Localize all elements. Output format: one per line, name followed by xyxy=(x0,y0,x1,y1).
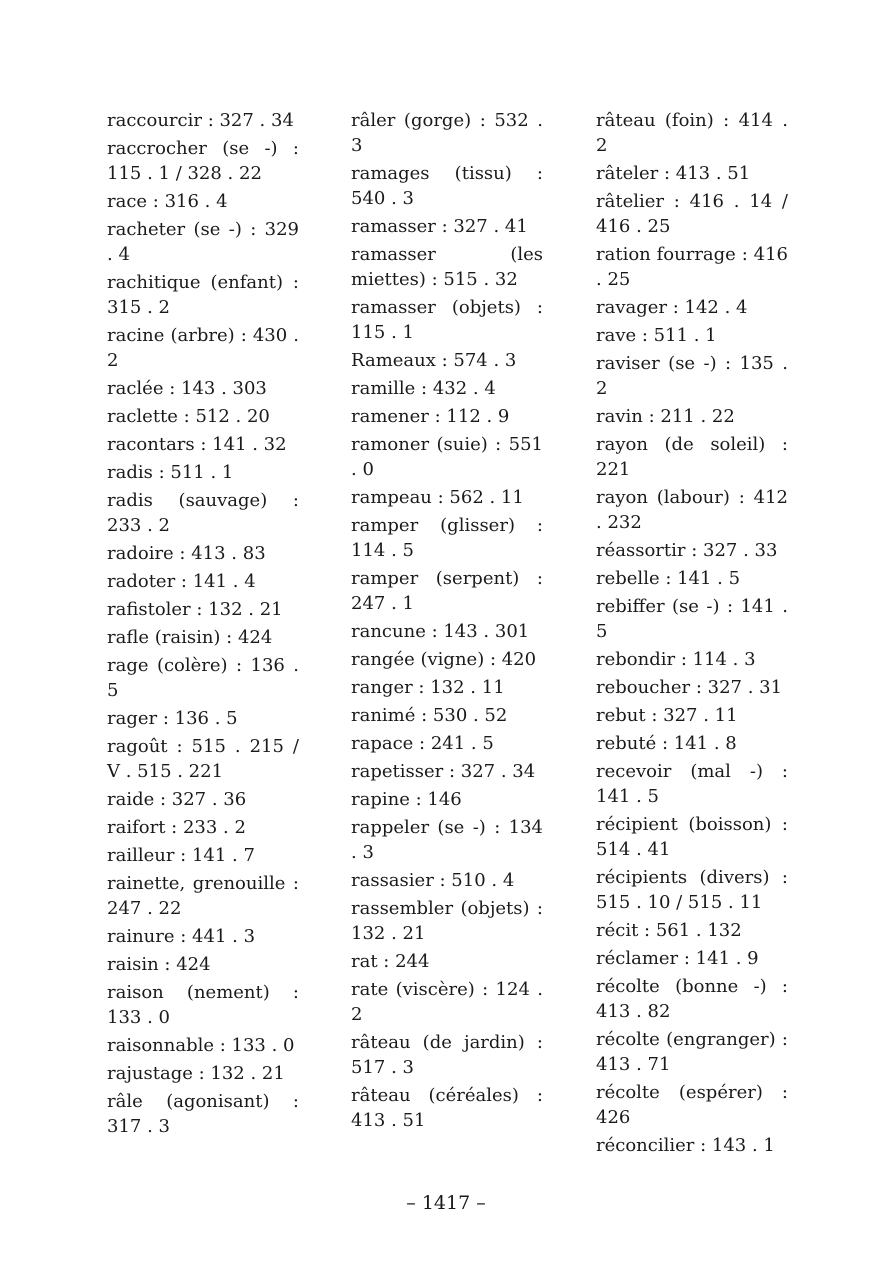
index-entry: râtelier : 416 . 14 / 416 . 25 xyxy=(596,191,788,237)
index-entry: rapace : 241 . 5 xyxy=(351,733,494,754)
index-entry: récolte (bonne -) : 413 . 82 xyxy=(596,976,788,1022)
index-entry: réclamer : 141 . 9 xyxy=(596,948,759,969)
index-entry: rangée (vigne) : 420 xyxy=(351,649,537,670)
index-entry: rancune : 143 . 301 xyxy=(351,621,530,642)
index-entry: racine (arbre) : 430 . 2 xyxy=(107,325,299,371)
index-entry: raifort : 233 . 2 xyxy=(107,817,246,838)
index-entry: ramper (glisser) : 114 . 5 xyxy=(351,515,543,561)
index-entry: ramasser (les miettes) : 515 . 32 xyxy=(351,244,543,290)
index-entry: ramasser : 327 . 41 xyxy=(351,216,528,237)
index-entry: rassasier : 510 . 4 xyxy=(351,870,515,891)
index-entry: raccourcir : 327 . 34 xyxy=(107,110,294,131)
index-column-3 xyxy=(596,108,788,1161)
index-entry: réconcilier : 143 . 1 xyxy=(596,1135,775,1156)
index-entry: récolte (espérer) : 426 xyxy=(596,1082,788,1128)
index-entry: raviser (se -) : 135 . 2 xyxy=(596,353,788,399)
index-entry: râteau (de jardin) : 517 . 3 xyxy=(351,1032,543,1078)
index-entry: rafle (raisin) : 424 xyxy=(107,627,273,648)
index-entry: ravager : 142 . 4 xyxy=(596,297,748,318)
index-entry: racheter (se -) : 329 . 4 xyxy=(107,219,299,265)
index-entry: race : 316 . 4 xyxy=(107,191,228,212)
index-entry: radis (sauvage) : 233 . 2 xyxy=(107,490,299,536)
index-entry: ranimé : 530 . 52 xyxy=(351,705,508,726)
index-entry: rate (viscère) : 124 . 2 xyxy=(351,979,543,1025)
index-entry: réassortir : 327 . 33 xyxy=(596,540,778,561)
index-entry: ragoût : 515 . 215 / V . 515 . 221 xyxy=(107,736,299,782)
index-entry: radoter : 141 . 4 xyxy=(107,571,256,592)
index-entry: raclée : 143 . 303 xyxy=(107,378,267,399)
index-entry: recevoir (mal -) : 141 . 5 xyxy=(596,761,788,807)
page-number: – 1417 – xyxy=(406,1192,486,1214)
index-entry: rebiffer (se -) : 141 . 5 xyxy=(596,596,788,642)
index-entry: récipients (divers) : 515 . 10 / 515 . 11 xyxy=(596,867,788,913)
index-entry: râteau (céréales) : 413 . 51 xyxy=(351,1085,543,1131)
index-entry: rampeau : 562 . 11 xyxy=(351,487,524,508)
index-entry: rayon (de soleil) : 221 xyxy=(596,434,788,480)
index-entry: rave : 511 . 1 xyxy=(596,325,717,346)
index-entry: ramages (tissu) : 540 . 3 xyxy=(351,163,543,209)
index-entry: ranger : 132 . 11 xyxy=(351,677,505,698)
index-entry: râteau (foin) : 414 . 2 xyxy=(596,110,788,156)
index-column-1 xyxy=(107,108,299,1142)
index-entry: raccrocher (se -) : 115 . 1 / 328 . 22 xyxy=(107,138,299,184)
index-entry: râle (agonisant) : 317 . 3 xyxy=(107,1091,299,1137)
index-entry: ration fourrage : 416 . 25 xyxy=(596,244,788,290)
index-entry: ramille : 432 . 4 xyxy=(351,378,496,399)
index-entry: rayon (labour) : 412 . 232 xyxy=(596,487,788,533)
index-entry: racontars : 141 . 32 xyxy=(107,434,287,455)
index-entry: railleur : 141 . 7 xyxy=(107,845,255,866)
index-entry: rebelle : 141 . 5 xyxy=(596,568,741,589)
index-entry: rager : 136 . 5 xyxy=(107,708,238,729)
index-entry: Rameaux : 574 . 3 xyxy=(351,350,517,371)
index-entry: rachitique (enfant) : 315 . 2 xyxy=(107,272,299,318)
index-entry: récipient (boisson) : 514 . 41 xyxy=(596,814,788,860)
index-entry: rapetisser : 327 . 34 xyxy=(351,761,536,782)
index-entry: raide : 327 . 36 xyxy=(107,789,247,810)
index-entry: récolte (engranger) : 413 . 71 xyxy=(596,1029,788,1075)
index-entry: rebuté : 141 . 8 xyxy=(596,733,737,754)
index-entry: râteler : 413 . 51 xyxy=(596,163,751,184)
index-entry: raisin : 424 xyxy=(107,954,211,975)
index-entry: rat : 244 xyxy=(351,951,430,972)
index-column-2 xyxy=(351,108,543,1136)
index-entry: rapine : 146 xyxy=(351,789,462,810)
index-entry: rajustage : 132 . 21 xyxy=(107,1063,285,1084)
index-entry: récit : 561 . 132 xyxy=(596,920,742,941)
index-entry: ramoner (suie) : 551 . 0 xyxy=(351,434,543,480)
index-entry: rassembler (objets) : 132 . 21 xyxy=(351,898,543,944)
index-entry: ramper (serpent) : 247 . 1 xyxy=(351,568,543,614)
index-entry: rebondir : 114 . 3 xyxy=(596,649,756,670)
index-entry: rage (colère) : 136 . 5 xyxy=(107,655,299,701)
index-entry: raison (nement) : 133 . 0 xyxy=(107,982,299,1028)
index-entry: radis : 511 . 1 xyxy=(107,462,234,483)
index-entry: rainette, grenouille : 247 . 22 xyxy=(107,873,299,919)
index-entry: reboucher : 327 . 31 xyxy=(596,677,783,698)
index-entry: ravin : 211 . 22 xyxy=(596,406,735,427)
index-entry: radoire : 413 . 83 xyxy=(107,543,266,564)
index-entry: rappeler (se -) : 134 . 3 xyxy=(351,817,543,863)
index-entry: rebut : 327 . 11 xyxy=(596,705,738,726)
index-entry: rainure : 441 . 3 xyxy=(107,926,256,947)
index-entry: râler (gorge) : 532 . 3 xyxy=(351,110,543,156)
index-entry: ramener : 112 . 9 xyxy=(351,406,510,427)
index-entry: raisonnable : 133 . 0 xyxy=(107,1035,295,1056)
index-entry: raclette : 512 . 20 xyxy=(107,406,270,427)
index-entry: rafistoler : 132 . 21 xyxy=(107,599,283,620)
index-entry: ramasser (objets) : 115 . 1 xyxy=(351,297,543,343)
